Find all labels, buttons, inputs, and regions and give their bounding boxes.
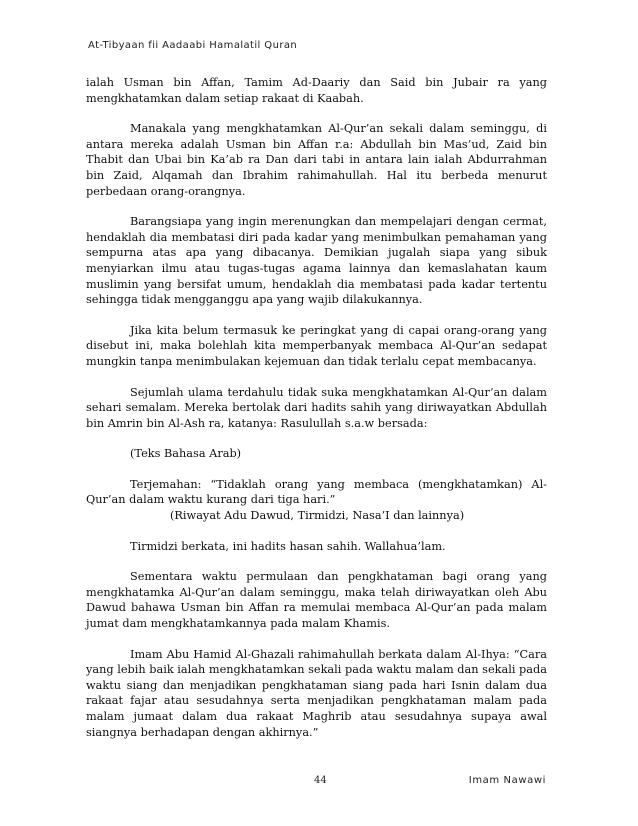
paragraph: Imam Abu Hamid Al-Ghazali rahimahullah berkata dalam Al-Ihya: “Cara yang lebih baik ialah mengkhatamkan sekali pada waktu malam dan sekali pada waktu siang dan menjadikan pengkhataman siang pada hari Isnin dalam dua rakaat fajar atau sesudahnya serta menjadikan pengkhataman malam pada malam jumaat dalam dua rakaat Maghrib atau sesudahnya supaya awal siangnya berhadapan dengan akhirnya.”: [86, 647, 547, 739]
paragraph: Manakala yang mengkhatamkan Al-Qur’an sekali dalam seminggu, di antara mereka adalah Usman bin Affan r.a: Abdullah bin Mas’ud, Zaid bin Thabit dan Ubai bin Ka’ab ra Dan dari tabi in antara lain ialah Abdurrahman bin Zaid, Alqamah dan Ibrahim rahimahullah. Hal itu berbeda menurut perbedaan orang-orangnya.: [86, 122, 547, 198]
paragraph: Jika kita belum termasuk ke peringkat yang di capai orang-orang yang disebut ini, maka bolehlah kita memperbanyak membaca Al-Qur’an sedapat mungkin tanpa menimbulakan kejemuan dan tidak terlalu cepat membacanya.: [86, 323, 547, 368]
paragraph: Sejumlah ulama terdahulu tidak suka mengkhatamkan Al-Qur’an dalam sehari semalam. Mereka bertolak dari hadits sahih yang diriwayatkan Abdullah bin Amrin bin Al-Ash ra, katanya: Rasulullah s.a.w bersada:: [86, 385, 547, 430]
arabic-text-placeholder: (Teks Bahasa Arab): [130, 447, 242, 461]
paragraph: Sementara waktu permulaan dan pengkhataman bagi orang yang mengkhatamka Al-Qur’an dalam seminggu, maka telah diriwayatkan oleh Abu Dawud bahawa Usman bin Affan ra memulai membaca Al-Qur’an pada malam jumat dam mengkhatamkannya pada malam Khamis.: [86, 570, 547, 631]
running-header: At-Tibyaan fii Aadaabi Hamalatil Quran: [88, 40, 298, 51]
paragraph: Tirmidzi berkata, ini hadits hasan sahih. Wallahua’lam.: [130, 539, 446, 553]
translation-paragraph: Terjemahan: “Tidaklah orang yang membaca (mengkhatamkan) Al-Qur’an dalam waktu kurang dari tiga hari.”: [86, 477, 547, 507]
paragraph: Barangsiapa yang ingin merenungkan dan mempelajari dengan cermat, hendaklah dia membatasi diri pada kadar yang menimbulkan pemahaman yang sempurna atas apa yang dibacanya. Demikian jugalah siapa yang sibuk menyiarkan ilmu atau tugas-tugas agama lainnya dan kemaslahatan kaum muslimin yang bersifat umum, hendaklah dia membatasi pada kadar tertentu sehingga tidak mengganggu apa yang wajib dilakukannya.: [86, 215, 547, 307]
hadith-citation: (Riwayat Adu Dawud, Tirmidzi, Nasa’I dan lainnya): [170, 509, 465, 523]
page-number: 44: [314, 775, 327, 786]
paragraph: ialah Usman bin Affan, Tamim Ad-Daariy dan Said bin Jubair ra yang mengkhatamkan dalam setiap rakaat di Kaabah.: [86, 76, 547, 105]
document-body: [86, 75, 547, 755]
footer-author: Imam Nawawi: [468, 775, 546, 786]
